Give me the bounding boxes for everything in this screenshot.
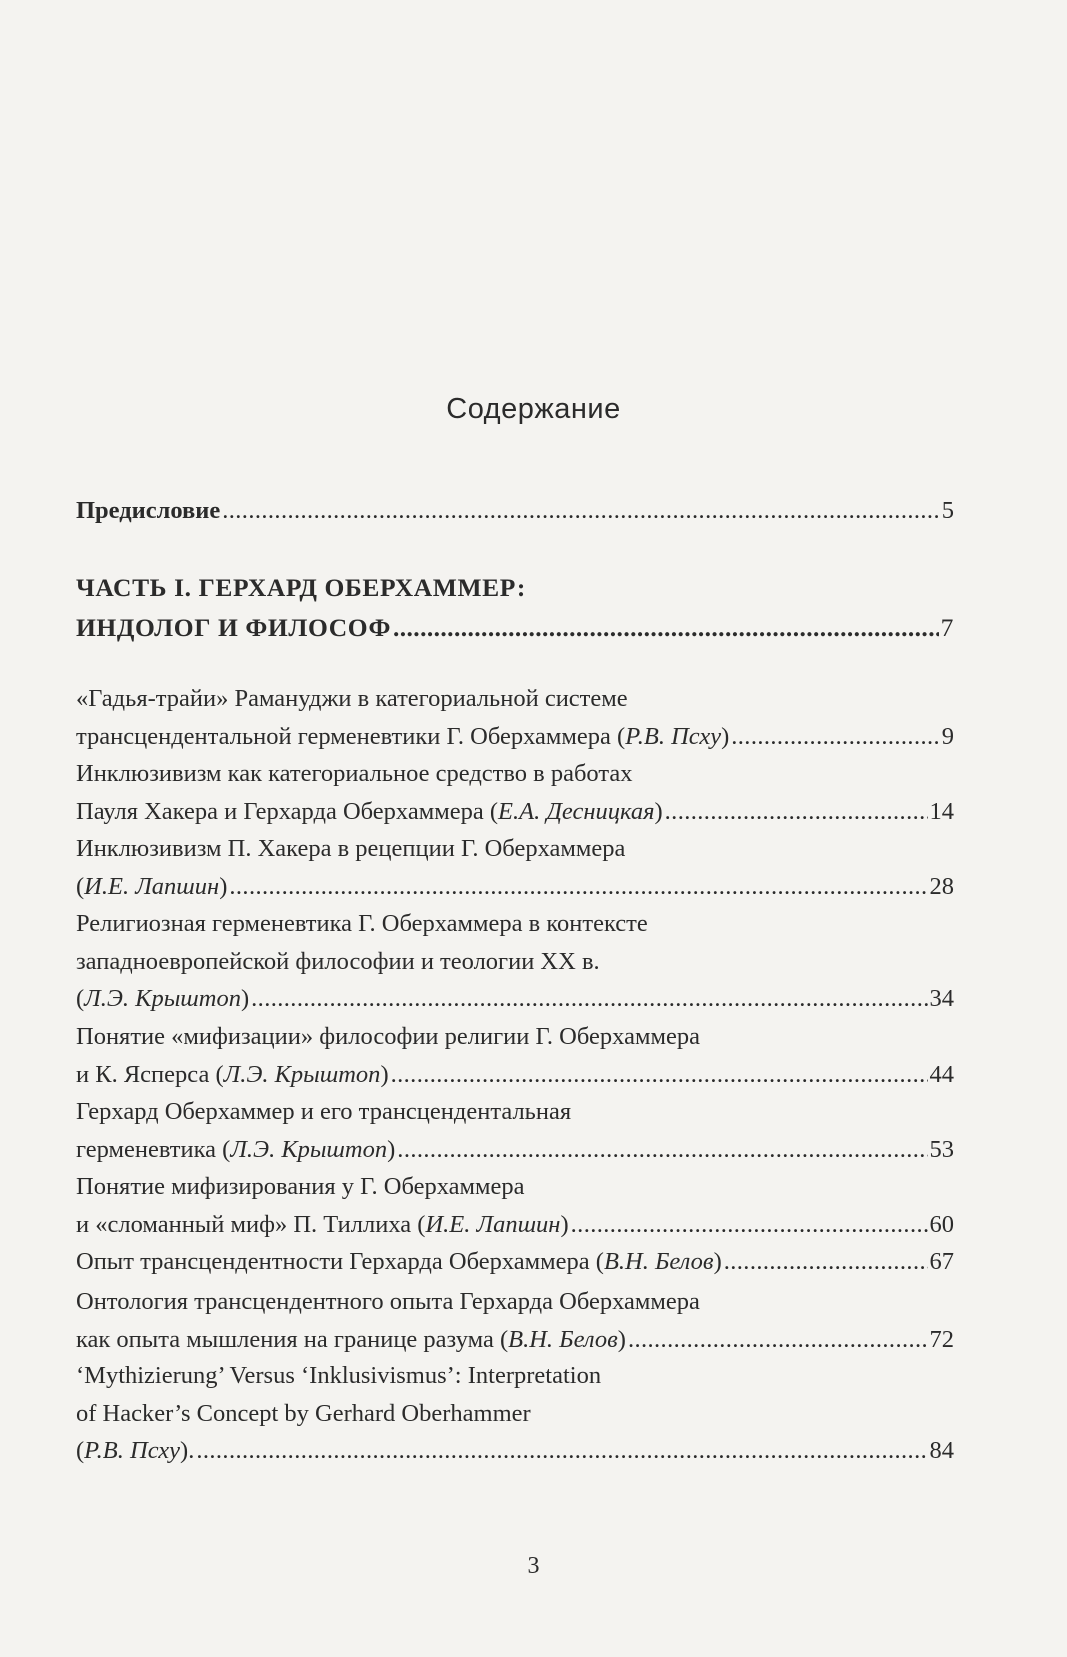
toc-part-1[interactable] [76,568,954,648]
toc-entry-line: Инклюзивизм как категориальное средство в работах [76,760,633,787]
dot-leader [571,1206,928,1244]
toc-page-number: 28 [929,872,954,900]
toc-entry-line: «Гадья-трайи» Рамануджи в категориальной системе [76,685,628,712]
toc-entry-line: западноевропейской философии и теологии XX в. [76,947,600,975]
toc-entry[interactable] [76,830,954,905]
toc-entry-author: Р.В. Псху [625,722,722,750]
toc-entry-line: ( [76,872,85,900]
toc-entry[interactable] [76,755,954,830]
dot-leader [628,1321,928,1359]
toc-entry[interactable] [76,1093,954,1168]
footer-page-number: 3 [527,1553,540,1579]
dot-leader [251,980,927,1018]
toc-entry-line: как опыта мышления на границе разума ( [76,1325,509,1353]
toc-entry[interactable] [76,905,954,1018]
toc-entry-line: of Hacker’s Concept by Gerhard Oberhammer [76,1399,531,1427]
dot-leader [393,608,939,648]
toc-entry-author: И.Е. Лапшин [425,1210,561,1238]
toc-entry-author: Л.Э. Крыштоп [230,1135,388,1163]
toc-entry-line: ‘Mythizierung’ Versus ‘Inklusivismus’: Interpretation [76,1362,602,1389]
toc-page-number: 34 [929,985,954,1012]
dot-leader [665,793,928,831]
toc-entry[interactable] [76,1357,954,1470]
toc-entry[interactable] [76,1168,954,1243]
toc-entry-author: В.Н. Белов [603,1248,714,1275]
toc-page-number: 53 [929,1135,954,1163]
toc-entry-close: ) [387,1135,396,1163]
toc-part-title-line2: ИНДОЛОГ И ФИЛОСОФ [76,613,391,642]
toc-part-title-line1: ЧАСТЬ I. ГЕРХАРД ОБЕРХАММЕР: [76,573,526,602]
toc-page-number: 5 [941,497,954,524]
toc-page-number: 9 [941,722,954,750]
toc-page-number: 67 [929,1248,954,1275]
toc-entry[interactable] [76,680,954,755]
page-title: Содержание [446,393,621,425]
toc-preface[interactable] [76,492,954,530]
toc-preface-label: Предисловие [76,497,221,524]
toc-entry-line: ( [76,985,85,1012]
toc-page-number: 84 [929,1437,954,1464]
toc-entry-author: В.Н. Белов [508,1325,618,1353]
toc-entry-close: ) [721,722,730,750]
toc-entry-line: Опыт трансцендентности Герхарда Оберхаммера ( [76,1248,604,1275]
toc-page-number: 72 [929,1325,954,1353]
dot-leader [229,868,927,906]
toc-entry-close: ) [240,985,250,1012]
dot-leader [196,1432,927,1470]
dot-leader [731,718,940,756]
toc-entry-line: Онтология трансцендентного опыта Герхарда Оберхаммера [76,1288,700,1315]
dot-leader [222,492,940,530]
toc-entry-close: ) [617,1325,626,1353]
toc-entry-author: Р.В. Псху [84,1437,181,1464]
toc-entry-line: и К. Ясперса ( [76,1060,224,1088]
toc-entry-close: ). [180,1437,195,1464]
toc-entry[interactable] [76,1243,954,1281]
toc-entry-line: трансцендентальной герменевтики Г. Оберхаммера ( [76,722,626,750]
toc-page-number: 14 [929,797,954,825]
toc-entry[interactable] [76,1018,954,1093]
toc-entry-line: Герхард Оберхаммер и его трансцендентальная [76,1098,572,1125]
toc-entry-line: и «сломанный миф» П. Тиллиха ( [76,1210,426,1238]
toc-entry-close: ) [654,797,663,825]
toc-entry-close: ) [380,1060,389,1088]
dot-leader [724,1243,928,1281]
toc-entry[interactable] [76,1283,954,1358]
toc-entry-line: ( [76,1437,85,1464]
toc-entry-line: Понятие мифизирования у Г. Оберхаммера [76,1173,525,1200]
toc-entry-author: Е.А. Десницкая [498,797,655,825]
toc-entry-line: Религиозная герменевтика Г. Оберхаммера в контексте [76,910,648,937]
toc-page-number: 44 [929,1060,954,1088]
toc-entry-close: ) [219,872,228,900]
toc-entry-author: Л.Э. Крыштоп [223,1060,381,1088]
toc-entry-line: герменевтика ( [76,1135,231,1163]
dot-leader [397,1131,927,1169]
toc-page-number: 7 [940,613,954,642]
toc-entry-line: Понятие «мифизации» философии религии Г. Оберхаммера [76,1023,700,1050]
toc-page-number: 60 [929,1210,954,1238]
toc-entry-author: И.Е. Лапшин [84,872,220,900]
toc-entry-close: ) [713,1248,722,1275]
toc-entry-line: Инклюзивизм П. Хакера в рецепции Г. Оберхаммера [76,835,626,862]
toc-entry-close: ) [560,1210,569,1238]
dot-leader [391,1056,928,1094]
toc-entry-line: Пауля Хакера и Герхарда Оберхаммера ( [76,797,499,825]
toc-entry-author: Л.Э. Крыштоп [84,985,241,1012]
